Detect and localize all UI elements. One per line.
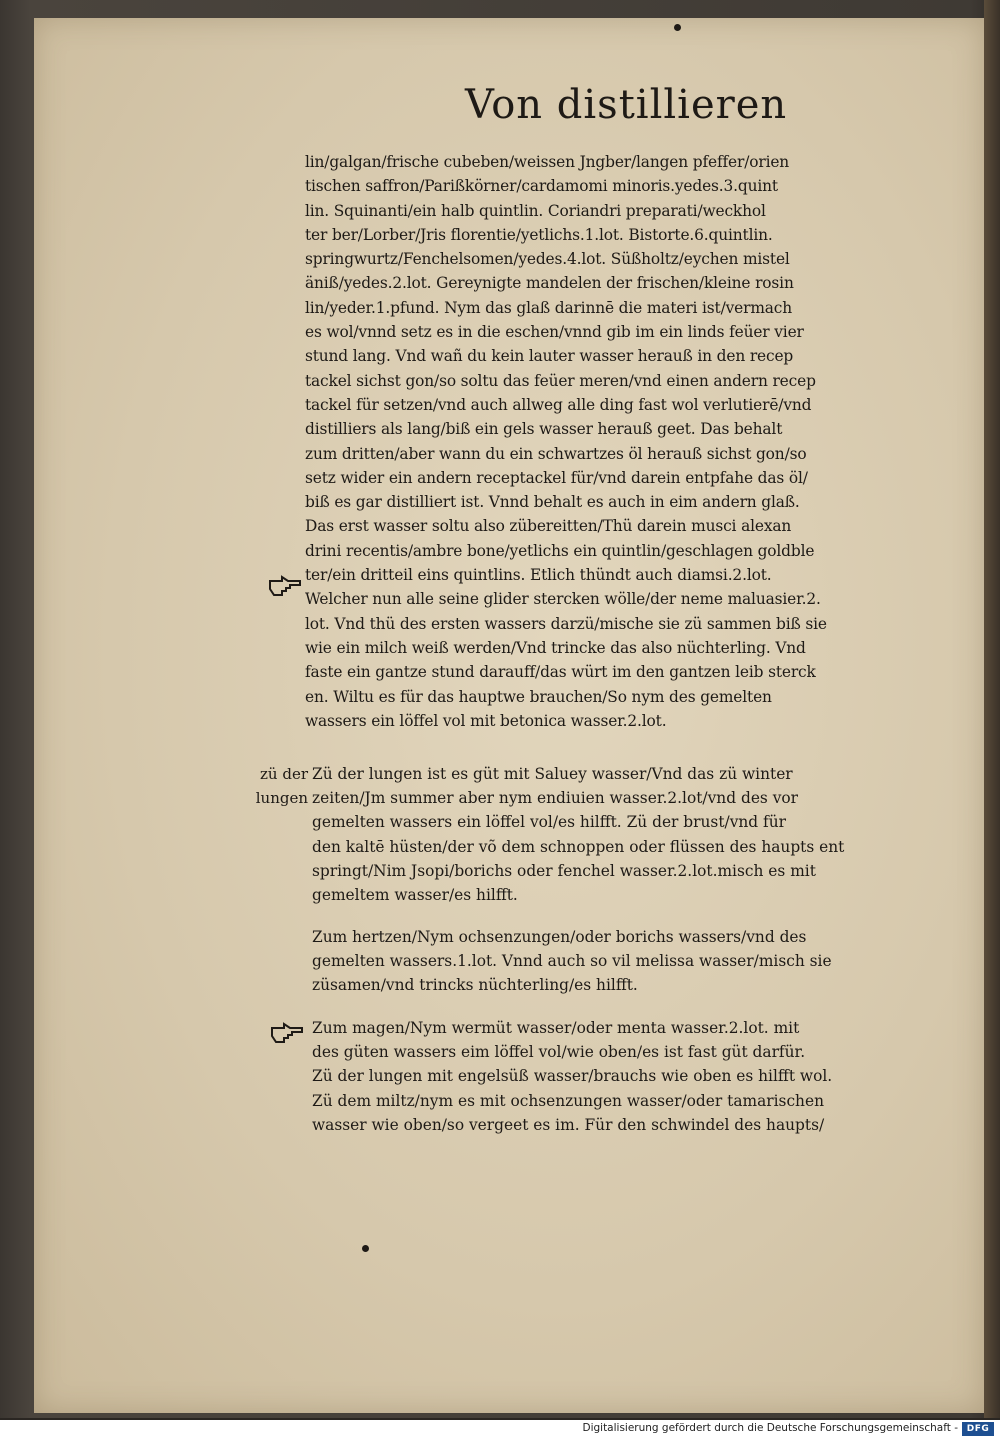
text-line: tackel sichst gon/so soltu das feüer meren/vnd einen andern recep	[305, 371, 816, 390]
dfg-logo-icon: DFG	[962, 1422, 994, 1436]
paragraph-stomach	[312, 1016, 944, 1137]
paragraph-lungs	[312, 762, 942, 907]
manicule-icon	[268, 575, 302, 597]
text-line: gemelten wassers ein löffel vol/es hilfft. Zü der brust/vnd für	[312, 813, 787, 832]
book-edge	[984, 0, 1000, 1418]
text-line: ter ber/Lorber/Jris florentie/yetlichs.1.lot. Bistorte.6.quintlin.	[305, 225, 773, 244]
text-line: zeiten/Jm summer aber nym endiuien wasser.2.lot/vnd des vor	[312, 789, 799, 808]
text-line: des güten wassers eim löffel vol/wie oben/es ist fast güt darfür.	[312, 1043, 806, 1062]
text-line: Zü der lungen ist es güt mit Saluey wasser/Vnd das zü winter	[312, 765, 793, 783]
text-line: wie ein milch weiß werden/Vnd trincke das also nüchterling. Vnd	[305, 638, 806, 657]
main-text-block	[305, 150, 945, 733]
text-line: distilliers als lang/biß ein gels wasser herauß geet. Das behalt	[305, 420, 783, 439]
text-line: wasser wie oben/so vergeet es im. Für den schwindel des haupts/	[312, 1115, 825, 1134]
text-line: drini recentis/ambre bone/yetlichs ein quintlin/geschlagen goldble	[305, 541, 815, 560]
text-line: ter/ein dritteil eins quintlins. Etlich thündt auch diamsi.2.lot.	[305, 566, 772, 585]
text-line: wassers ein löffel vol mit betonica wasser.2.lot.	[305, 711, 667, 730]
text-line: Zum hertzen/Nym ochsenzungen/oder borichs wassers/vnd des	[312, 928, 807, 946]
text-line: biß es gar distilliert ist. Vnnd behalt es auch in eim andern glaß.	[305, 493, 800, 512]
text-line: springwurtz/Fenchelsomen/yedes.4.lot. Süßholtz/eychen mistel	[305, 250, 790, 269]
text-line: lin/yeder.1.pfund. Nym das glaß darinnē die materi ist/vermach	[305, 298, 793, 317]
text-line: äniß/yedes.2.lot. Gereynigte mandelen der frischen/kleine rosin	[305, 274, 794, 293]
text-line: Welcher nun alle seine glider stercken wölle/der neme maluasier.2.	[305, 590, 821, 609]
text-line: Zü dem miltz/nym es mit ochsenzungen wasser/oder tamarischen	[312, 1091, 824, 1110]
text-line: lin/galgan/frische cubeben/weissen Jngber/langen pfeffer/orien	[305, 153, 790, 171]
text-line: lot. Vnd thü des ersten wassers darzü/mische sie zü sammen biß sie	[305, 614, 827, 633]
running-head: Von distillieren	[465, 82, 788, 128]
text-line: zum dritten/aber wann du ein schwartzes öl herauß sichst gon/so	[305, 444, 807, 463]
text-line: Zum magen/Nym wermüt wasser/oder menta wasser.2.lot. mit	[312, 1019, 800, 1037]
footer-bar	[0, 1420, 1000, 1440]
text-line: den kaltē hüsten/der võ dem schnoppen oder flüssen des haupts ent	[312, 837, 845, 856]
text-line: en. Wiltu es für das hauptwe brauchen/So nym des gemelten	[305, 687, 772, 706]
margin-note	[228, 762, 308, 810]
funding-notice: Digitalisierung gefördert durch die Deutsche Forschungsgemeinschaft -	[582, 1422, 958, 1434]
text-line: es wol/vnnd setz es in die eschen/vnnd gib im ein linds feüer vier	[305, 323, 804, 342]
text-line: gemeltem wasser/es hilfft.	[312, 886, 518, 905]
text-line: Zü der lungen mit engelsüß wasser/brauchs wie oben es hilfft wol.	[312, 1067, 833, 1086]
manicule-icon	[270, 1022, 304, 1044]
text-line: stund lang. Vnd wañ du kein lauter wasser herauß in den recep	[305, 347, 794, 366]
text-line: tischen saffron/Parißkörner/cardamomi minoris.yedes.3.quint	[305, 177, 778, 196]
text-line: springt/Nim Jsopi/borichs oder fenchel wasser.2.lot.misch es mit	[312, 861, 816, 880]
text-line: faste ein gantze stund darauff/das würt im den gantzen leib sterck	[305, 663, 816, 682]
margin-note-line: lungen	[255, 789, 308, 807]
margin-note-line: zü der	[260, 765, 308, 783]
text-line: Das erst wasser soltu also zübereitten/Thü darein musci alexan	[305, 517, 792, 536]
text-line: tackel für setzen/vnd auch allweg alle ding fast wol verlutierē/vnd	[305, 395, 812, 414]
text-line: züsamen/vnd trincks nüchterling/es hilfft.	[312, 976, 638, 995]
ink-dot	[674, 24, 681, 31]
text-line: lin. Squinanti/ein halb quintlin. Coriandri preparati/weckhol	[305, 201, 766, 220]
text-line: gemelten wassers.1.lot. Vnnd auch so vil melissa wasser/misch sie	[312, 952, 832, 971]
paragraph-heart	[312, 925, 942, 998]
ink-dot	[362, 1245, 369, 1252]
text-line: setz wider ein andern receptackel für/vnd darein entpfahe das öl/	[305, 468, 808, 487]
